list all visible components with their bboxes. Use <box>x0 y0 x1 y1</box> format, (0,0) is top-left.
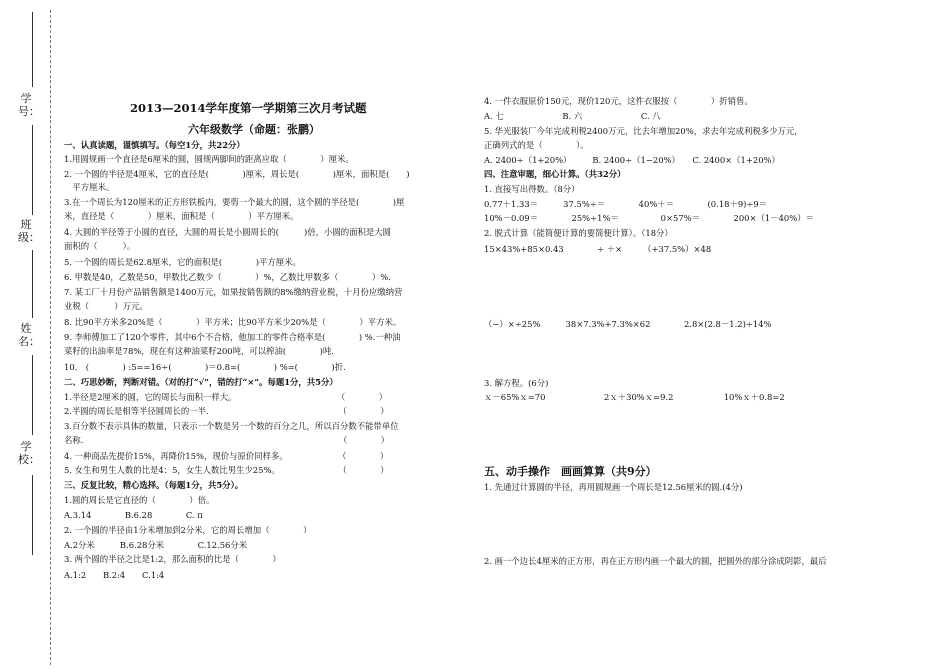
section-1-heading: 一、认真读题，谨慎填写。（每空1分，共22分） <box>64 140 245 150</box>
question-line: 5. 华光服装厂今年完成利税2400万元，比去年增加20%，求去年完成利税多少万元， <box>484 126 803 136</box>
school-label: 学校： <box>18 440 40 466</box>
calc-line: ｘ－65%ｘ=70 2ｘ＋30%ｘ=9.2 10%ｘ＋0.8=2 <box>484 392 785 402</box>
question-line: 5. 一个圆的周长是62.8厘米，它的面积是( )平方厘米。 <box>64 257 301 267</box>
calc-line: 15×43%+85×0.43 ÷ ＋× （+37.5%）×48 <box>484 244 712 254</box>
question-line: 9. 李师傅加工了120个零件，其中6个不合格，他加工的零件合格率是( ) %.一种油 <box>64 332 401 342</box>
section-5-heading: 五、动手操作 画画算算（共9分） <box>484 465 657 478</box>
question-line: 平方厘米。 <box>64 182 115 192</box>
binding-rule <box>32 12 33 87</box>
question-line: 3. 解方程。(6分) <box>484 378 549 388</box>
section-4-heading: 四、注意审题，细心计算。（共32分） <box>484 169 626 179</box>
question-line: 2. 一个圆的半径是4厘米，它的直径是( )厘米，周长是( )厘米，面积是( ) <box>64 169 410 179</box>
binding-rule <box>32 355 33 435</box>
question-line: 2. 画一个边长4厘米的正方形，再在正方形内画一个最大的圆，把圆外的部分涂成阴影，最后 <box>484 556 827 566</box>
binding-rule <box>32 475 33 555</box>
calc-line: 0.77＋1.33＝ 37.5%÷＝ 40%＋＝ (0.18＋9)÷9＝ <box>484 199 768 209</box>
question-line: 3. 两个圆的半径之比是1:2，那么面积的比是（ ） <box>64 554 281 564</box>
question-line: 4. 一种商品先提价15%，再降价15%，现价与原价同样多。 （ ） <box>64 451 389 461</box>
question-line: 4. 大圆的半径等于小圆的直径，大圆的周长是小圆周长的( )倍，小圆的面积是大圆 <box>64 227 392 237</box>
binding-dashed-line <box>50 10 51 665</box>
question-line: 1.半径是2厘米的圆，它的周长与面积一样大。 （ ） <box>64 392 388 402</box>
question-line: 菜籽的出油率是78%，现在有这种油菜籽200吨，可以榨油( )吨. <box>64 346 334 356</box>
name-label: 姓名： <box>18 322 40 348</box>
question-line: 1.用圆规画一个直径是6厘米的圆，圆规两脚间的距离应取（ ）厘米。 <box>64 154 354 164</box>
question-line: 1. 先通过计算圆的半径，再用圆规画一个周长是12.56厘米的圆.(4分) <box>484 482 743 492</box>
section-2-heading: 二、巧思妙断，判断对错。（对的打“√”，错的打“×”。每题1分，共5分） <box>64 377 338 387</box>
question-line: 3.百分数不表示具体的数量，只表示一个数是另一个数的百分之几，所以百分数不能带单位 <box>64 421 399 431</box>
question-line: 8. 比90平方米多20%是（ ）平方米；比90平方米少20%是（ ）平方米。 <box>64 317 402 327</box>
class-label: 班级： <box>18 218 40 244</box>
question-line: 正确列式的是（ ）。 <box>484 140 589 150</box>
question-line: 2.半圆的周长是相等半径圆周长的一半. （ ） <box>64 406 389 416</box>
question-line: 2. 一个圆的半径由1分米增加到2分米，它的周长增加（ ） <box>64 525 312 535</box>
question-line: 5. 女生和男生人数的比是4：5，女生人数比男生少25%。 （ ） <box>64 465 389 475</box>
calc-line: 10%－0.09＝ 25%÷1%＝ 0×57%＝ 200×（1－40%）＝ <box>484 213 814 223</box>
option-line: A. 七 B. 六 C. 八 <box>484 111 661 121</box>
option-line: A.3.14 B.6.28 C. π <box>64 510 203 520</box>
section-3-heading: 三、反复比较，精心选择。（每题1分，共5分）。 <box>64 480 244 490</box>
option-line: A.2分米 B.6.28分米 C.12.56分米 <box>64 540 248 550</box>
calc-line: （−）×÷25% 38×7.3%+7.3%×62 2.8×(2.8－1.2)÷14% <box>484 319 772 329</box>
binding-rule <box>32 125 33 215</box>
question-line: 1.圆的周长是它直径的（ ）倍。 <box>64 495 215 505</box>
question-line: 名称. （ ） <box>64 435 390 445</box>
question-line: 米，直径是（ ）厘米，面积是（ ）平方厘米。 <box>64 211 299 221</box>
question-line: 面积的（ ）。 <box>64 241 136 251</box>
question-line: 1. 直接写出得数。（8分） <box>484 184 580 194</box>
option-line: A.1:2 B.2:4 C.1:4 <box>64 570 165 580</box>
question-line: 7. 某工厂十月份产品销售额是1400万元，如果按销售额的8%缴纳营业税，十月份应缴纳营 <box>64 287 403 297</box>
question-line: 4. 一件衣服原价150元，现价120元，这件衣服按（ ）折销售。 <box>484 96 753 106</box>
binding-rule <box>32 250 33 318</box>
question-line: 6. 甲数是40，乙数是50，甲数比乙数少（ ）%，乙数比甲数多（ ）%. <box>64 272 391 282</box>
option-line: A. 2400÷（1+20%） B. 2400÷（1−20%） C. 2400×（1+20%） <box>484 155 780 165</box>
question-line: 10. ( ) :5==16÷( )＝0.8=( ) %=( )折. <box>64 362 346 372</box>
exam-subtitle: 六年级数学（命题：张鹏） <box>188 123 320 136</box>
exam-title: 2013—2014学年度第一学期第三次月考试题 <box>130 101 367 115</box>
question-line: 3.在一个周长为120厘米的正方形铁板内，要剪一个最大的圆，这个圆的半径是( )厘 <box>64 197 405 207</box>
question-line: 业税（ ）万元。 <box>64 301 148 311</box>
question-line: 2. 脱式计算（能简便计算的要简便计算）。（18分） <box>484 228 673 238</box>
student-number-label: 学号： <box>18 92 40 118</box>
binding-margin <box>0 0 60 671</box>
